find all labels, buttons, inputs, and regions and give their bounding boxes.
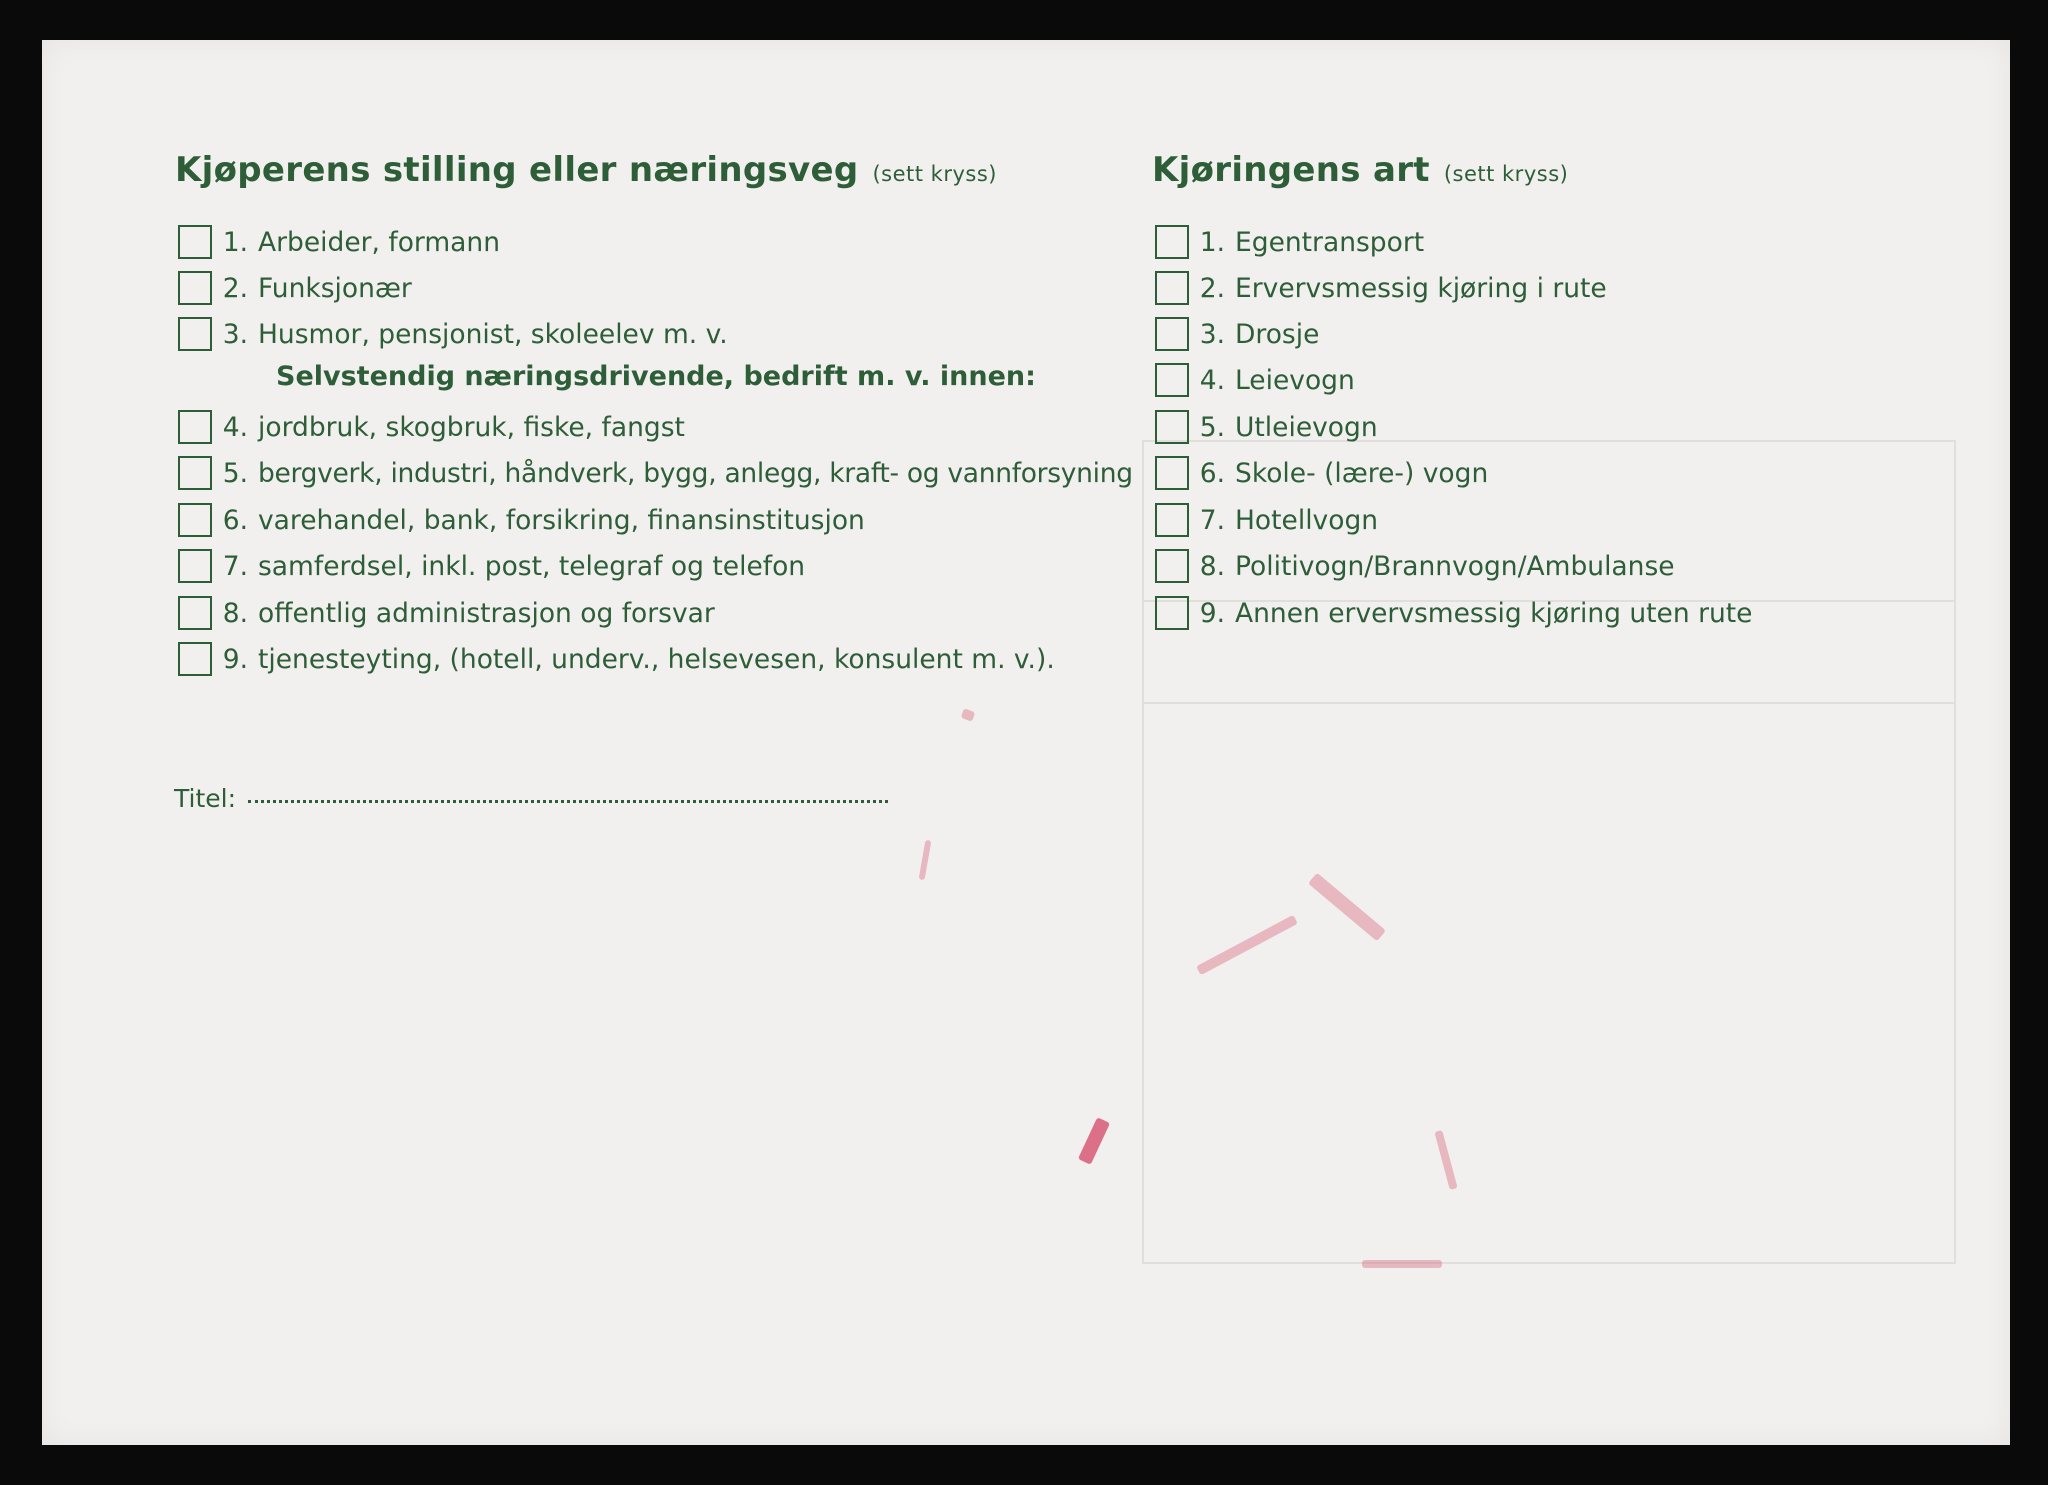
option-number: 5. [222, 457, 248, 489]
option-number: 1. [1199, 226, 1225, 258]
option-label: bergverk, industri, håndverk, bygg, anlegg, kraft- og vannforsyning [258, 457, 1133, 489]
checkbox[interactable] [178, 549, 212, 583]
option-number: 4. [222, 411, 248, 443]
option-label: Drosje [1235, 318, 1320, 350]
buyer-section-title: Kjøperens stilling eller næringsveg (sett kryss) [175, 150, 997, 190]
option-label: Annen ervervsmessig kjøring uten rute [1235, 597, 1753, 629]
option-number: 7. [222, 550, 248, 582]
checkbox[interactable] [178, 271, 212, 305]
business-option-7[interactable] [178, 547, 805, 585]
checkbox[interactable] [178, 503, 212, 537]
option-number: 3. [222, 318, 248, 350]
option-label: Funksjonær [258, 272, 412, 304]
buyer-option-1[interactable] [178, 223, 500, 261]
form-back-page [42, 40, 2010, 1445]
option-label: Arbeider, formann [258, 226, 500, 258]
checkbox[interactable] [178, 225, 212, 259]
checkbox[interactable] [1155, 410, 1189, 444]
title-field-dotted-line[interactable] [248, 800, 888, 803]
driving-option-8[interactable] [1155, 547, 1675, 585]
checkbox[interactable] [178, 456, 212, 490]
option-number: 9. [222, 643, 248, 675]
driving-section-title: Kjøringens art (sett kryss) [1152, 150, 1569, 190]
buyer-option-2[interactable] [178, 269, 412, 307]
driving-option-6[interactable] [1155, 454, 1488, 492]
buyer-section-note: (sett kryss) [872, 162, 997, 186]
option-number: 9. [1199, 597, 1225, 629]
red-stamp-mark [1078, 1117, 1110, 1165]
checkbox[interactable] [178, 642, 212, 676]
title-field-label: Titel: [174, 784, 236, 813]
option-label: Egentransport [1235, 226, 1425, 258]
option-label: varehandel, bank, forsikring, finansinstitusjon [258, 504, 865, 536]
checkbox[interactable] [1155, 363, 1189, 397]
red-stamp-mark [919, 840, 932, 880]
option-number: 1. [222, 226, 248, 258]
title-field[interactable] [174, 784, 888, 813]
business-option-6[interactable] [178, 501, 865, 539]
business-option-4[interactable] [178, 408, 685, 446]
option-label: offentlig administrasjon og forsvar [258, 597, 715, 629]
option-label: jordbruk, skogbruk, fiske, fangst [258, 411, 685, 443]
business-option-9[interactable] [178, 640, 1055, 678]
checkbox[interactable] [1155, 596, 1189, 630]
driving-option-4[interactable] [1155, 361, 1355, 399]
option-number: 6. [222, 504, 248, 536]
red-stamp-mark [961, 708, 976, 722]
business-option-8[interactable] [178, 594, 715, 632]
option-number: 2. [1199, 272, 1225, 304]
checkbox[interactable] [1155, 317, 1189, 351]
checkbox[interactable] [1155, 456, 1189, 490]
option-label: Hotellvogn [1235, 504, 1379, 536]
checkbox[interactable] [178, 317, 212, 351]
driving-option-2[interactable] [1155, 269, 1607, 307]
checkbox[interactable] [178, 410, 212, 444]
driving-option-7[interactable] [1155, 501, 1378, 539]
checkbox[interactable] [1155, 549, 1189, 583]
driving-option-9[interactable] [1155, 594, 1752, 632]
driving-option-3[interactable] [1155, 315, 1319, 353]
red-stamp-mark [1362, 1260, 1442, 1268]
option-label: Utleievogn [1235, 411, 1378, 443]
option-label: Husmor, pensjonist, skoleelev m. v. [258, 318, 728, 350]
option-number: 8. [1199, 550, 1225, 582]
driving-option-1[interactable] [1155, 223, 1424, 261]
option-label: Politivogn/Brannvogn/Ambulanse [1235, 550, 1675, 582]
driving-option-5[interactable] [1155, 408, 1378, 446]
option-number: 4. [1199, 364, 1225, 396]
driving-section-note: (sett kryss) [1443, 162, 1569, 186]
business-option-5[interactable] [178, 454, 1133, 492]
option-number: 7. [1199, 504, 1225, 536]
option-label: Leievogn [1235, 364, 1355, 396]
option-number: 3. [1199, 318, 1225, 350]
business-subheading: Selvstendig næringsdrivende, bedrift m. v. innen: [276, 361, 1036, 392]
checkbox[interactable] [178, 596, 212, 630]
buyer-option-3[interactable] [178, 315, 728, 353]
option-label: Skole- (lære-) vogn [1235, 457, 1489, 489]
option-label: samferdsel, inkl. post, telegraf og telefon [258, 550, 806, 582]
checkbox[interactable] [1155, 225, 1189, 259]
option-number: 2. [222, 272, 248, 304]
option-number: 5. [1199, 411, 1225, 443]
option-number: 8. [222, 597, 248, 629]
option-label: Ervervsmessig kjøring i rute [1235, 272, 1607, 304]
option-label: tjenesteyting, (hotell, underv., helsevesen, konsulent m. v.). [258, 643, 1055, 675]
checkbox[interactable] [1155, 271, 1189, 305]
checkbox[interactable] [1155, 503, 1189, 537]
option-number: 6. [1199, 457, 1225, 489]
